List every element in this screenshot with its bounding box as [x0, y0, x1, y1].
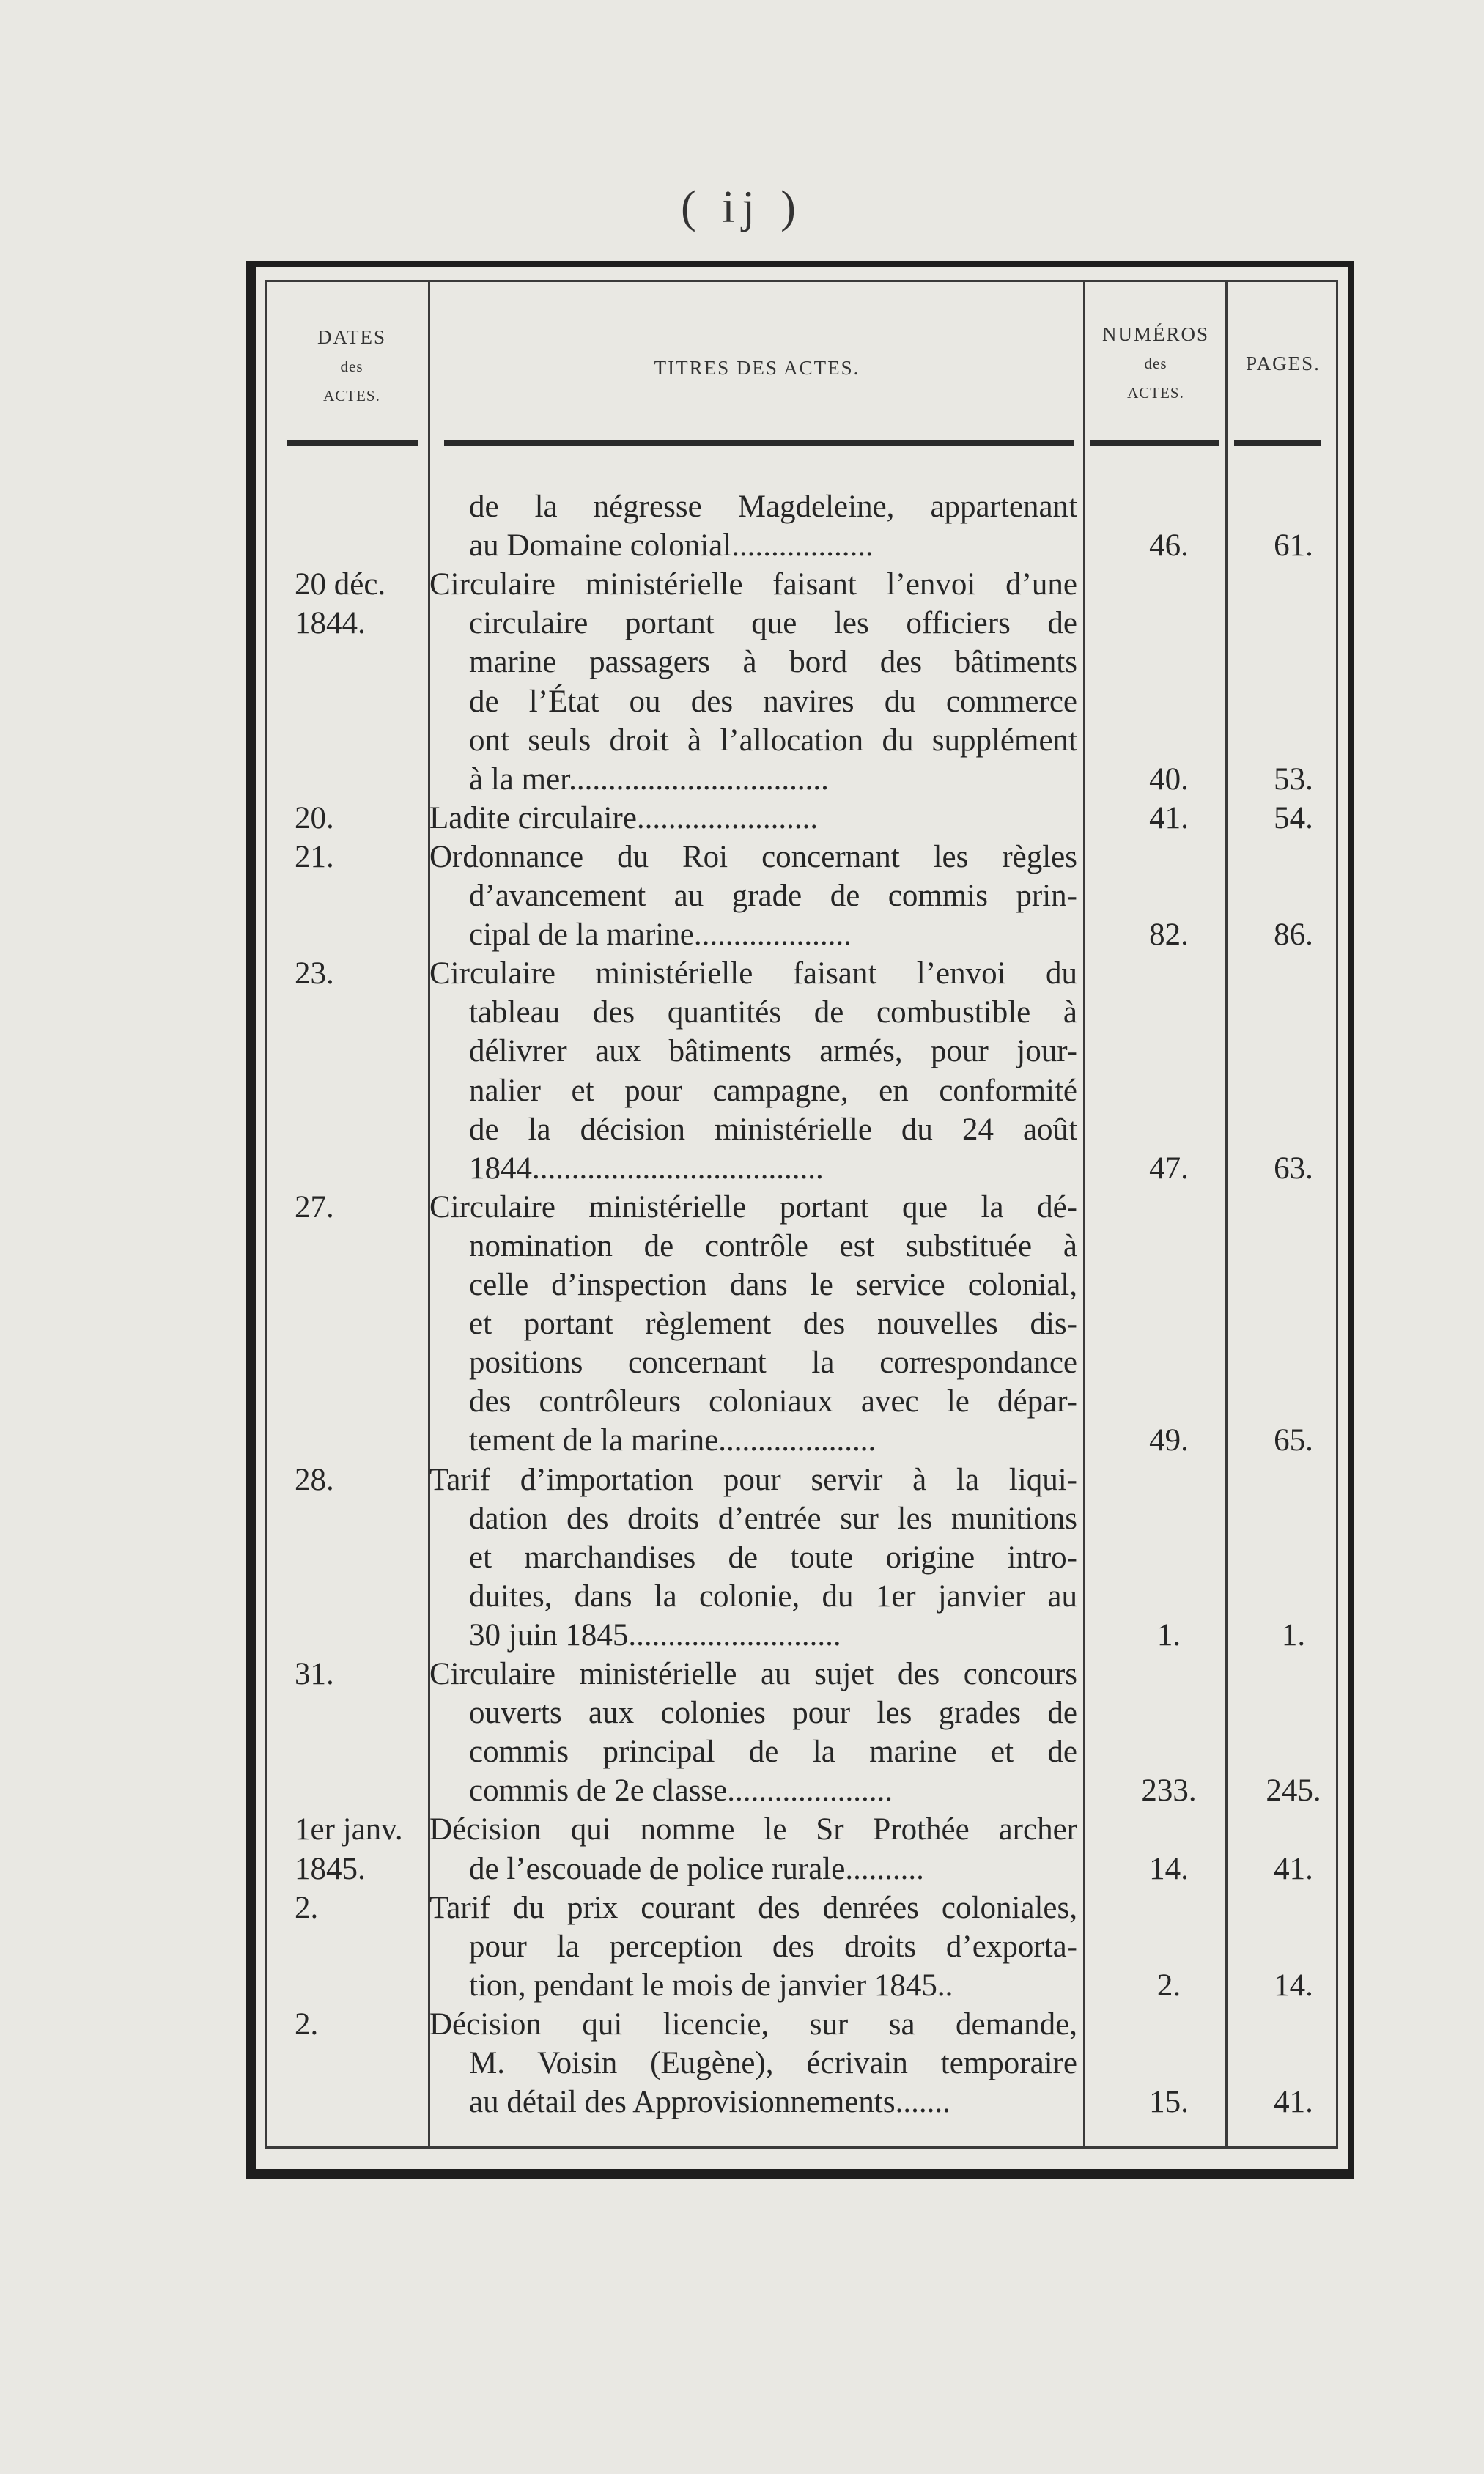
table-row [0, 1421, 1484, 1460]
header-rule-titres [444, 440, 1074, 446]
table-row [0, 838, 1484, 876]
act-title-line: tion, pendant le mois de janvier 1845.. [469, 1968, 953, 2003]
act-title-line: Décision qui nomme le Sr Prothée archer [429, 1812, 1077, 1847]
act-page: 41. [1274, 1851, 1313, 1886]
act-title-line: Circulaire ministérielle au sujet des concours [429, 1657, 1077, 1691]
table-row [0, 1382, 1484, 1421]
act-title-line: M. Voisin (Eugène), écrivain temporaire [469, 2046, 1077, 2080]
act-title-line: cipal de la marine.................... [469, 917, 852, 953]
act-date: 1er janv. [295, 1812, 403, 1847]
act-title-line: dation des droits d’entrée sur les munitions [469, 1501, 1077, 1536]
act-page: 53. [1274, 761, 1313, 797]
header-rule-pages [1234, 440, 1321, 446]
act-title-line: duites, dans la colonie, du 1er janvier au [469, 1578, 1077, 1614]
table-row [0, 760, 1484, 799]
act-number: 46. [1149, 528, 1189, 564]
header-rule-dates [287, 440, 418, 446]
header-pages: PAGES. [1246, 352, 1321, 374]
act-title-line: 1844..................................... [469, 1151, 824, 1186]
act-page: 63. [1274, 1151, 1313, 1186]
act-date: 20 déc. [295, 567, 386, 602]
act-number: 82. [1149, 917, 1189, 953]
act-date: 31. [295, 1657, 334, 1691]
act-title-line: nalier et pour campagne, en conformité [469, 1073, 1077, 1108]
act-number: 233. [1141, 1773, 1197, 1809]
table-row [0, 1538, 1484, 1577]
table-row [0, 643, 1484, 682]
table-row [0, 1343, 1484, 1382]
act-number: 2. [1156, 1968, 1181, 2003]
table-row [0, 1888, 1484, 1927]
act-title-line: 30 juin 1845........................... [469, 1617, 841, 1653]
table-row [0, 1032, 1484, 1071]
act-title-line: et marchandises de toute origine intro- [469, 1540, 1077, 1575]
act-number: 41. [1149, 800, 1189, 835]
act-title-line: de la négresse Magdeleine, appartenant [469, 490, 1077, 524]
act-date: 23. [295, 956, 334, 992]
table-row [0, 1966, 1484, 2005]
act-title-line: circulaire portant que les officiers de [469, 606, 1077, 641]
act-number: 49. [1149, 1423, 1189, 1458]
act-title-line: Tarif d’importation pour servir à la liqui- [429, 1462, 1077, 1497]
act-title-line: Circulaire ministérielle faisant l’envoi d’une [429, 567, 1077, 602]
act-date: 2. [295, 1890, 319, 1925]
table-row [0, 721, 1484, 760]
header-numeros-line1: NUMÉROS [1101, 323, 1210, 345]
table-row [0, 915, 1484, 954]
act-title-line: Tarif du prix courant des denrées coloniales, [429, 1890, 1077, 1925]
act-page: 245. [1266, 1773, 1321, 1809]
act-title-line: de l’escouade de police rurale.......... [469, 1851, 924, 1886]
act-title-line: de la décision ministérielle du 24 août [469, 1112, 1077, 1147]
table-row [0, 1810, 1484, 1849]
header-dates-line1: DATES [317, 326, 386, 348]
act-title-line: Ordonnance du Roi concernant les règles [429, 839, 1077, 874]
header-dates-line2: des [340, 358, 363, 375]
table-row [0, 1694, 1484, 1732]
page-number: ( ij ) [681, 182, 803, 232]
act-title-line: marine passagers à bord des bâtiments [469, 645, 1077, 680]
act-title-line: au Domaine colonial.................. [469, 528, 874, 564]
table-row [0, 2044, 1484, 2083]
act-title-line: au détail des Approvisionnements....... [469, 2085, 950, 2120]
table-row [0, 604, 1484, 643]
table-row [0, 1071, 1484, 1110]
act-number: 14. [1149, 1851, 1189, 1886]
table-row [0, 799, 1484, 838]
table-row [0, 1927, 1484, 1966]
act-title-line: d’avancement au grade de commis prin- [469, 879, 1077, 913]
act-title-line: commis principal de la marine et de [469, 1735, 1077, 1770]
table-row [0, 565, 1484, 604]
header-rule-numeros [1090, 440, 1219, 446]
act-date: 27. [295, 1189, 334, 1225]
table-row [0, 682, 1484, 721]
act-date: 1844. [295, 606, 366, 641]
table-row [0, 526, 1484, 565]
table-row [0, 876, 1484, 915]
act-title-line: de l’État ou des navires du commerce [469, 684, 1077, 719]
act-title-line: des contrôleurs coloniaux avec le dépar- [469, 1384, 1077, 1419]
act-page: 65. [1274, 1423, 1313, 1458]
table-row [0, 1110, 1484, 1149]
act-page: 61. [1274, 528, 1313, 564]
act-date: 2. [295, 2006, 319, 2042]
table-row [0, 2005, 1484, 2044]
table-row [0, 1149, 1484, 1188]
table-row [0, 1461, 1484, 1499]
act-title-line: celle d’inspection dans le service colonial, [469, 1268, 1077, 1302]
act-number: 1. [1156, 1617, 1181, 1653]
act-title-line: à la mer................................. [469, 761, 829, 797]
table-row [0, 1616, 1484, 1655]
act-title-line: Circulaire ministérielle faisant l’envoi du [429, 956, 1077, 992]
act-page: 1. [1281, 1617, 1306, 1653]
table-row [0, 1850, 1484, 1888]
act-title-line: ouverts aux colonies pour les grades de [469, 1696, 1077, 1731]
table-row [0, 954, 1484, 993]
act-title-line: pour la perception des droits d’exporta- [469, 1929, 1077, 1964]
table-row [0, 1655, 1484, 1694]
table-row [0, 1266, 1484, 1304]
act-number: 40. [1149, 761, 1189, 797]
act-title-line: nomination de contrôle est substituée à [469, 1228, 1077, 1263]
act-title-line: positions concernant la correspondance [469, 1345, 1077, 1381]
act-number: 15. [1149, 2085, 1189, 2120]
act-title-line: commis de 2e classe..................... [469, 1773, 893, 1809]
act-date: 20. [295, 800, 334, 835]
table-row [0, 1732, 1484, 1771]
table-row [0, 1188, 1484, 1227]
act-date: 21. [295, 839, 334, 874]
table-row [0, 1304, 1484, 1343]
act-title-line: Circulaire ministérielle portant que la dé- [429, 1189, 1077, 1225]
act-date: 1845. [295, 1851, 366, 1886]
table-row [0, 1227, 1484, 1266]
header-numeros-line2: des [1144, 355, 1167, 372]
table-row [0, 1577, 1484, 1616]
table-row [0, 1771, 1484, 1810]
act-title-line: tement de la marine.................... [469, 1423, 876, 1458]
act-title-line: délivrer aux bâtiments armés, pour jour- [469, 1034, 1077, 1069]
header-titres: TITRES DES ACTES. [654, 357, 860, 379]
act-title-line: ont seuls droit à l’allocation du supplément [469, 723, 1077, 758]
table-row [0, 1499, 1484, 1538]
act-title-line: et portant règlement des nouvelles dis- [469, 1307, 1077, 1342]
table-row [0, 2083, 1484, 2122]
act-title-line: Ladite circulaire....................... [429, 800, 819, 835]
header-dates [278, 322, 425, 410]
act-page: 41. [1274, 2085, 1313, 2120]
act-page: 86. [1274, 917, 1313, 953]
act-page: 54. [1274, 800, 1313, 835]
act-title-line: Décision qui licencie, sur sa demande, [429, 2006, 1077, 2042]
header-dates-line3: ACTES. [323, 387, 380, 405]
header-numeros-line3: ACTES. [1127, 384, 1184, 402]
act-number: 47. [1149, 1151, 1189, 1186]
header-numeros [1086, 320, 1225, 407]
act-page: 14. [1274, 1968, 1313, 2003]
table-row [0, 487, 1484, 526]
act-date: 28. [295, 1462, 334, 1497]
table-row [0, 993, 1484, 1032]
act-title-line: tableau des quantités de combustible à [469, 995, 1077, 1030]
